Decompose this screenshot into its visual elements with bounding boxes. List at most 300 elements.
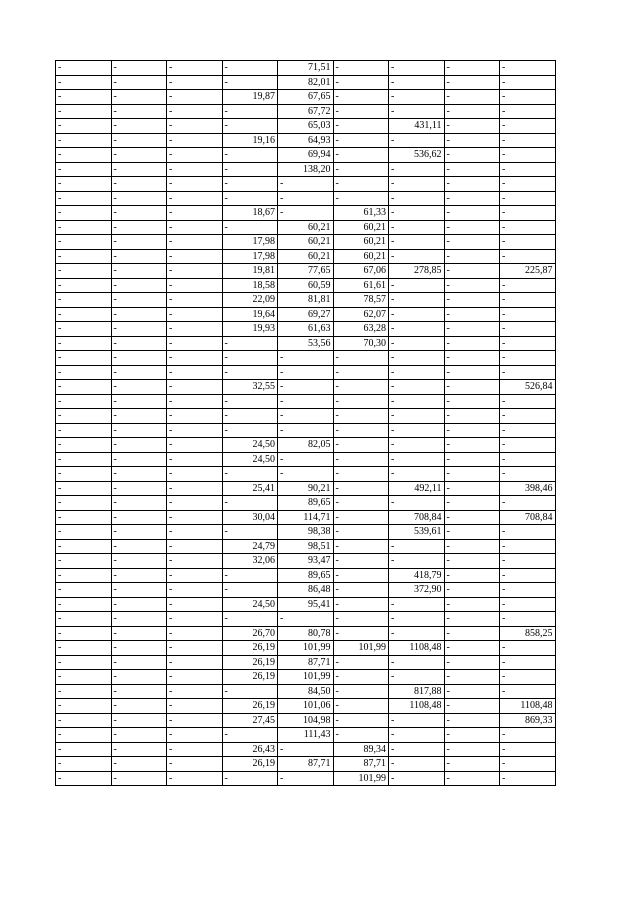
table-cell: 87,71 xyxy=(278,757,334,772)
table-cell: - xyxy=(111,467,167,482)
table-cell: - xyxy=(333,351,389,366)
table-cell: - xyxy=(500,568,556,583)
table-cell: - xyxy=(167,641,223,656)
table-cell: 69,94 xyxy=(278,148,334,163)
table-cell: - xyxy=(444,670,500,685)
table-cell: - xyxy=(500,742,556,757)
table-cell: - xyxy=(444,467,500,482)
table-cell: - xyxy=(167,423,223,438)
table-cell: 87,71 xyxy=(278,655,334,670)
table-cell: - xyxy=(500,554,556,569)
table-row xyxy=(56,322,556,337)
table-cell: - xyxy=(222,148,278,163)
table-cell: 26,19 xyxy=(222,757,278,772)
table-cell: - xyxy=(444,220,500,235)
table-cell: - xyxy=(389,655,445,670)
table-cell: - xyxy=(500,206,556,221)
table-cell: - xyxy=(444,104,500,119)
table-cell: 89,34 xyxy=(333,742,389,757)
table-cell: - xyxy=(56,206,112,221)
table-row xyxy=(56,119,556,134)
table-cell: - xyxy=(56,554,112,569)
table-cell: - xyxy=(167,191,223,206)
table-cell: - xyxy=(444,177,500,192)
table-cell: - xyxy=(56,394,112,409)
table-cell: - xyxy=(444,423,500,438)
table-cell: - xyxy=(222,771,278,786)
table-cell: - xyxy=(389,336,445,351)
table-cell: - xyxy=(444,293,500,308)
table-cell: - xyxy=(444,510,500,525)
table-cell: - xyxy=(389,380,445,395)
table-cell: 67,06 xyxy=(333,264,389,279)
table-cell: - xyxy=(56,583,112,598)
table-cell: 67,65 xyxy=(278,90,334,105)
table-cell: - xyxy=(167,771,223,786)
table-cell: 77,65 xyxy=(278,264,334,279)
table-cell: - xyxy=(56,278,112,293)
table-cell: - xyxy=(111,148,167,163)
table-cell: - xyxy=(500,612,556,627)
table-cell: - xyxy=(167,438,223,453)
table-cell: 526,84 xyxy=(500,380,556,395)
table-cell: - xyxy=(111,119,167,134)
table-cell: - xyxy=(500,655,556,670)
table-cell: - xyxy=(222,61,278,76)
table-cell: - xyxy=(333,90,389,105)
table-cell: - xyxy=(389,365,445,380)
table-row xyxy=(56,133,556,148)
table-cell: - xyxy=(389,452,445,467)
table-row xyxy=(56,191,556,206)
table-cell: 82,05 xyxy=(278,438,334,453)
table-cell: - xyxy=(56,351,112,366)
table-row xyxy=(56,699,556,714)
table-cell: - xyxy=(389,133,445,148)
table-cell: - xyxy=(333,583,389,598)
table-cell: - xyxy=(333,104,389,119)
table-row xyxy=(56,148,556,163)
table-cell: 87,71 xyxy=(333,757,389,772)
table-cell: - xyxy=(500,670,556,685)
table-cell: - xyxy=(222,177,278,192)
table-cell: - xyxy=(389,771,445,786)
table-cell: - xyxy=(444,119,500,134)
table-cell: - xyxy=(167,626,223,641)
table-cell: - xyxy=(389,597,445,612)
table-row xyxy=(56,510,556,525)
table-cell: - xyxy=(167,61,223,76)
table-cell: - xyxy=(167,249,223,264)
table-row xyxy=(56,75,556,90)
table-cell: 19,93 xyxy=(222,322,278,337)
table-cell: 93,47 xyxy=(278,554,334,569)
table-cell: 60,59 xyxy=(278,278,334,293)
table-cell: - xyxy=(111,191,167,206)
table-row xyxy=(56,220,556,235)
table-cell: - xyxy=(333,655,389,670)
table-cell: - xyxy=(333,597,389,612)
table-row xyxy=(56,467,556,482)
table-cell: - xyxy=(111,655,167,670)
table-cell: 60,21 xyxy=(333,249,389,264)
table-cell: - xyxy=(56,699,112,714)
table-cell: - xyxy=(444,61,500,76)
table-cell: 817,88 xyxy=(389,684,445,699)
table-cell: - xyxy=(167,554,223,569)
table-cell: - xyxy=(111,249,167,264)
table-cell: - xyxy=(389,162,445,177)
table-cell: - xyxy=(167,757,223,772)
table-cell: 81,81 xyxy=(278,293,334,308)
table-cell: - xyxy=(111,351,167,366)
table-cell: - xyxy=(444,684,500,699)
table-cell: - xyxy=(167,307,223,322)
table-cell: - xyxy=(167,742,223,757)
table-cell: 101,99 xyxy=(278,641,334,656)
table-cell: - xyxy=(389,539,445,554)
table-cell: - xyxy=(278,191,334,206)
table-cell: - xyxy=(56,568,112,583)
table-cell: - xyxy=(56,249,112,264)
table-cell: - xyxy=(167,539,223,554)
table-cell: - xyxy=(167,75,223,90)
table-cell: - xyxy=(111,423,167,438)
table-cell: 70,30 xyxy=(333,336,389,351)
data-table xyxy=(55,60,556,786)
table-cell: - xyxy=(333,539,389,554)
table-cell: - xyxy=(333,699,389,714)
table-cell: - xyxy=(500,452,556,467)
table-cell: - xyxy=(333,670,389,685)
table-cell: - xyxy=(111,438,167,453)
table-cell: - xyxy=(222,104,278,119)
table-cell: - xyxy=(111,293,167,308)
table-cell: - xyxy=(500,90,556,105)
table-cell: - xyxy=(500,119,556,134)
table-cell: - xyxy=(389,90,445,105)
table-cell: 17,98 xyxy=(222,249,278,264)
table-cell: - xyxy=(333,133,389,148)
table-cell: - xyxy=(167,597,223,612)
table-cell: - xyxy=(167,220,223,235)
table-cell: - xyxy=(56,713,112,728)
table-cell: - xyxy=(167,162,223,177)
table-cell: - xyxy=(56,61,112,76)
table-cell: 60,21 xyxy=(333,220,389,235)
table-cell: - xyxy=(389,61,445,76)
table-cell: - xyxy=(111,394,167,409)
table-cell: - xyxy=(500,75,556,90)
table-cell: 492,11 xyxy=(389,481,445,496)
table-cell: 24,79 xyxy=(222,539,278,554)
table-cell: 398,46 xyxy=(500,481,556,496)
table-cell: - xyxy=(444,568,500,583)
table-cell: 19,81 xyxy=(222,264,278,279)
table-row xyxy=(56,394,556,409)
table-row xyxy=(56,104,556,119)
table-cell: - xyxy=(167,336,223,351)
table-cell: - xyxy=(56,670,112,685)
table-cell: 1108,48 xyxy=(389,699,445,714)
table-cell: - xyxy=(389,249,445,264)
table-cell: - xyxy=(500,365,556,380)
table-row xyxy=(56,293,556,308)
table-cell: - xyxy=(111,670,167,685)
table-cell: - xyxy=(444,539,500,554)
table-cell: - xyxy=(56,90,112,105)
table-cell: - xyxy=(500,409,556,424)
table-row xyxy=(56,525,556,540)
table-cell: - xyxy=(167,713,223,728)
table-cell: 61,33 xyxy=(333,206,389,221)
table-cell: - xyxy=(389,612,445,627)
table-row xyxy=(56,554,556,569)
table-cell: 30,04 xyxy=(222,510,278,525)
table-cell: - xyxy=(56,409,112,424)
table-row xyxy=(56,61,556,76)
table-cell: - xyxy=(389,278,445,293)
table-cell: - xyxy=(111,177,167,192)
table-cell: - xyxy=(222,467,278,482)
table-cell: - xyxy=(278,351,334,366)
table-cell: - xyxy=(444,133,500,148)
table-cell: 26,19 xyxy=(222,641,278,656)
table-cell: - xyxy=(444,728,500,743)
table-cell: 89,65 xyxy=(278,568,334,583)
table-cell: - xyxy=(167,133,223,148)
table-cell: - xyxy=(500,438,556,453)
table-row xyxy=(56,728,556,743)
table-cell: - xyxy=(500,771,556,786)
table-cell: 26,70 xyxy=(222,626,278,641)
table-cell: 60,21 xyxy=(278,249,334,264)
table-cell: - xyxy=(56,684,112,699)
table-cell: - xyxy=(444,757,500,772)
table-cell: - xyxy=(278,612,334,627)
table-cell: - xyxy=(278,394,334,409)
table-cell: - xyxy=(56,481,112,496)
table-cell: - xyxy=(500,597,556,612)
table-cell: - xyxy=(111,757,167,772)
table-row xyxy=(56,380,556,395)
table-cell: - xyxy=(56,742,112,757)
table-cell: - xyxy=(222,525,278,540)
table-cell: 869,33 xyxy=(500,713,556,728)
table-cell: - xyxy=(333,191,389,206)
table-cell: 708,84 xyxy=(500,510,556,525)
table-cell: - xyxy=(500,104,556,119)
table-cell: - xyxy=(222,351,278,366)
table-cell: - xyxy=(333,684,389,699)
table-cell: - xyxy=(444,641,500,656)
table-cell: - xyxy=(389,496,445,511)
table-cell: - xyxy=(500,148,556,163)
table-cell: - xyxy=(56,525,112,540)
table-cell: - xyxy=(111,742,167,757)
table-cell: - xyxy=(56,655,112,670)
table-cell: 418,79 xyxy=(389,568,445,583)
table-cell: - xyxy=(333,365,389,380)
table-cell: 18,58 xyxy=(222,278,278,293)
table-row xyxy=(56,235,556,250)
table-cell: - xyxy=(56,119,112,134)
table-row xyxy=(56,162,556,177)
table-cell: - xyxy=(444,452,500,467)
table-cell: - xyxy=(222,423,278,438)
table-cell: - xyxy=(111,771,167,786)
table-cell: - xyxy=(333,612,389,627)
table-cell: - xyxy=(222,336,278,351)
table-cell: - xyxy=(167,525,223,540)
table-row xyxy=(56,539,556,554)
table-cell: - xyxy=(56,75,112,90)
table-row xyxy=(56,583,556,598)
table-row xyxy=(56,612,556,627)
table-cell: - xyxy=(167,655,223,670)
table-cell: - xyxy=(56,133,112,148)
table-cell: - xyxy=(444,554,500,569)
table-cell: - xyxy=(167,119,223,134)
table-cell: 98,51 xyxy=(278,539,334,554)
table-cell: - xyxy=(444,626,500,641)
table-row xyxy=(56,496,556,511)
table-cell: - xyxy=(444,235,500,250)
table-cell: - xyxy=(444,278,500,293)
table-cell: - xyxy=(444,90,500,105)
table-cell: 60,21 xyxy=(278,235,334,250)
table-cell: 62,07 xyxy=(333,307,389,322)
table-cell: - xyxy=(444,655,500,670)
table-cell: - xyxy=(444,206,500,221)
table-cell: - xyxy=(111,699,167,714)
table-row xyxy=(56,336,556,351)
table-cell: - xyxy=(222,365,278,380)
table-cell: - xyxy=(444,148,500,163)
table-cell: - xyxy=(278,452,334,467)
table-cell: - xyxy=(56,771,112,786)
table-cell: 858,25 xyxy=(500,626,556,641)
table-cell: - xyxy=(389,351,445,366)
table-cell: 19,16 xyxy=(222,133,278,148)
table-cell: 24,50 xyxy=(222,452,278,467)
table-cell: 90,21 xyxy=(278,481,334,496)
table-cell: - xyxy=(333,728,389,743)
table-cell: - xyxy=(278,771,334,786)
table-cell: - xyxy=(278,206,334,221)
table-cell: - xyxy=(222,191,278,206)
table-cell: 32,55 xyxy=(222,380,278,395)
table-cell: - xyxy=(56,423,112,438)
table-cell: - xyxy=(444,481,500,496)
table-cell: - xyxy=(111,206,167,221)
table-cell: - xyxy=(111,264,167,279)
table-cell: - xyxy=(389,467,445,482)
table-row xyxy=(56,278,556,293)
table-cell: - xyxy=(56,235,112,250)
table-cell: 89,65 xyxy=(278,496,334,511)
table-row xyxy=(56,365,556,380)
table-cell: - xyxy=(111,641,167,656)
table-cell: - xyxy=(56,728,112,743)
table-cell: - xyxy=(500,467,556,482)
table-cell: - xyxy=(167,206,223,221)
table-row xyxy=(56,90,556,105)
table-cell: - xyxy=(111,452,167,467)
table-cell: - xyxy=(333,525,389,540)
table-cell: - xyxy=(444,409,500,424)
table-cell: - xyxy=(167,481,223,496)
table-row xyxy=(56,409,556,424)
table-cell: - xyxy=(500,757,556,772)
table-cell: - xyxy=(222,583,278,598)
table-cell: - xyxy=(111,380,167,395)
table-cell: - xyxy=(56,148,112,163)
table-cell: - xyxy=(333,423,389,438)
table-cell: 26,19 xyxy=(222,670,278,685)
table-cell: 32,06 xyxy=(222,554,278,569)
table-cell: 65,03 xyxy=(278,119,334,134)
table-row xyxy=(56,713,556,728)
table-cell: - xyxy=(500,641,556,656)
table-cell: 26,19 xyxy=(222,655,278,670)
table-cell: 278,85 xyxy=(389,264,445,279)
table-cell: - xyxy=(333,510,389,525)
table-cell: - xyxy=(56,293,112,308)
table-cell: - xyxy=(222,612,278,627)
table-cell: - xyxy=(389,191,445,206)
table-cell: 111,43 xyxy=(278,728,334,743)
table-cell: - xyxy=(444,351,500,366)
table-row xyxy=(56,670,556,685)
table-cell: - xyxy=(111,612,167,627)
table-cell: - xyxy=(167,612,223,627)
table-cell: 1108,48 xyxy=(389,641,445,656)
table-row xyxy=(56,568,556,583)
table-cell: - xyxy=(222,162,278,177)
table-cell: - xyxy=(444,583,500,598)
table-cell: 18,67 xyxy=(222,206,278,221)
table-cell: - xyxy=(111,336,167,351)
table-cell: - xyxy=(389,713,445,728)
table-cell: - xyxy=(389,307,445,322)
table-cell: - xyxy=(500,423,556,438)
table-cell: - xyxy=(111,162,167,177)
table-cell: - xyxy=(111,496,167,511)
table-cell: - xyxy=(278,423,334,438)
table-cell: - xyxy=(56,336,112,351)
table-cell: - xyxy=(500,61,556,76)
table-cell: - xyxy=(389,220,445,235)
table-cell: - xyxy=(167,322,223,337)
table-cell: - xyxy=(167,670,223,685)
table-cell: - xyxy=(56,191,112,206)
table-cell: - xyxy=(167,380,223,395)
table-cell: - xyxy=(111,713,167,728)
table-cell: - xyxy=(167,104,223,119)
table-cell: - xyxy=(389,626,445,641)
table-cell: - xyxy=(111,322,167,337)
table-cell: - xyxy=(111,61,167,76)
table-cell: - xyxy=(56,264,112,279)
table-cell: - xyxy=(500,539,556,554)
table-cell: - xyxy=(389,423,445,438)
table-cell: - xyxy=(111,481,167,496)
table-cell: - xyxy=(500,351,556,366)
table-cell: - xyxy=(444,496,500,511)
table-row xyxy=(56,206,556,221)
table-cell: - xyxy=(111,133,167,148)
